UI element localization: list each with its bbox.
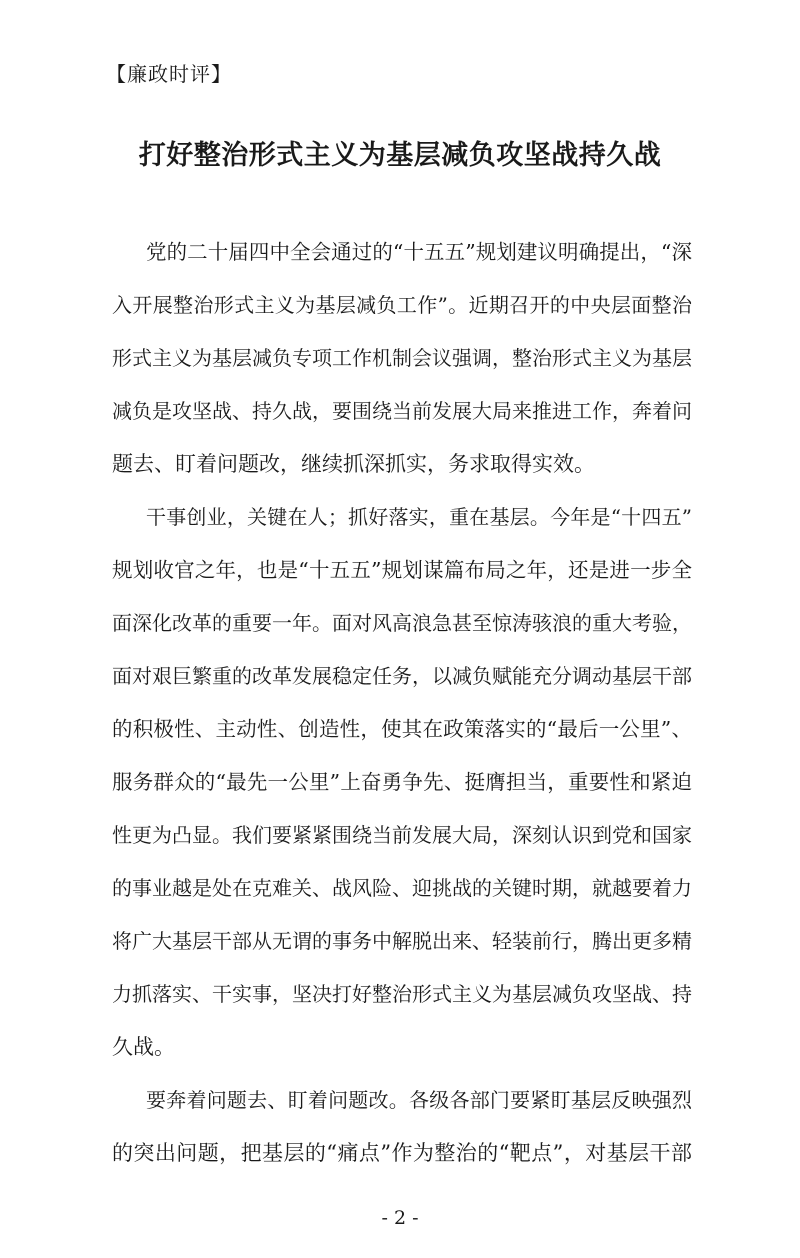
paragraph-2-line-5: 的积极性、主动性、创造性，使其在政策落实的“最后一公里”、	[112, 717, 692, 741]
paragraph-1-line-4: 减负是攻坚战、持久战，要围绕当前发展大局来推进工作，奔着问	[112, 399, 692, 423]
paragraph-2-line-7: 性更为凸显。我们要紧紧围绕当前发展大局，深刻认识到党和国家	[112, 823, 692, 847]
paragraph-2-line-8: 的事业越是处在克难关、战风险、迎挑战的关键时期，就越要着力	[112, 876, 692, 900]
column-tag: 【廉政时评】	[106, 62, 232, 86]
paragraph-2-line-3: 面深化改革的重要一年。面对风高浪急甚至惊涛骇浪的重大考验，	[112, 611, 692, 635]
paragraph-1-line-3: 形式主义为基层减负专项工作机制会议强调，整治形式主义为基层	[112, 346, 692, 370]
paragraph-2-line-4: 面对艰巨繁重的改革发展稳定任务，以减负赋能充分调动基层干部	[112, 664, 692, 688]
paragraph-2-line-2: 规划收官之年，也是“十五五”规划谋篇布局之年，还是进一步全	[112, 558, 692, 582]
paragraph-2-line-1: 干事创业，关键在人；抓好落实，重在基层。今年是“十四五”	[146, 505, 692, 529]
page-number: - 2 -	[381, 1207, 419, 1229]
paragraph-3-line-1: 要奔着问题去、盯着问题改。各级各部门要紧盯基层反映强烈	[146, 1088, 692, 1112]
paragraph-1-line-5: 题去、盯着问题改，继续抓深抓实，务求取得实效。	[112, 452, 595, 476]
article-title: 打好整治形式主义为基层减负攻坚战持久战	[138, 140, 662, 171]
paragraph-2-line-10: 力抓落实、干实事，坚决打好整治形式主义为基层减负攻坚战、持	[112, 982, 692, 1006]
paragraph-1-line-1: 党的二十届四中全会通过的“十五五”规划建议明确提出，“深	[146, 240, 692, 264]
paragraph-2-line-6: 服务群众的“最先一公里”上奋勇争先、挺膺担当，重要性和紧迫	[112, 770, 692, 794]
paragraph-2-line-9: 将广大基层干部从无谓的事务中解脱出来、轻装前行，腾出更多精	[112, 929, 692, 953]
paragraph-2-line-11: 久战。	[112, 1035, 175, 1059]
paragraph-3-line-2: 的突出问题，把基层的“痛点”作为整治的“靶点”，对基层干部	[112, 1141, 692, 1165]
paragraph-1-line-2: 入开展整治形式主义为基层减负工作”。近期召开的中央层面整治	[112, 293, 692, 317]
